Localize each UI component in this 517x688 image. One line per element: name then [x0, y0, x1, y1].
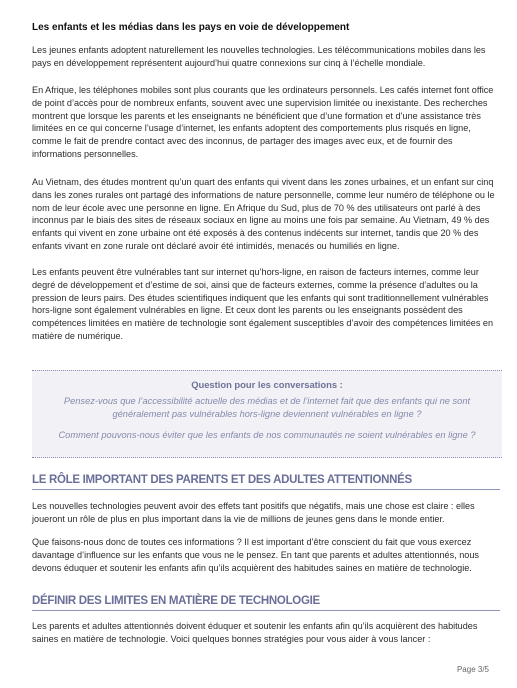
- paragraph-africa: En Afrique, les téléphones mobiles sont plus courants que les ordinateurs personnels. Les cafés internet font office de point d’accès pour de nombreux enfants, souvent avec une supervision limitée ou inexistante. Des recherches montrent que lorsque les parents et les enseignants ne bénéficient que d’une formation et d’une assistance très limitées en ce qui concerne l’usage d’internet, les enfants adoptent des comportements plus risqués en ligne, comme le fait de prendre contact avec des inconnus, de partager des images avec eux, et de fournir des informations personnelles.: [32, 85, 494, 159]
- paragraph-influence: Que faisons-nous donc de toutes ces informations ? Il est important d’être conscient du fait que vous exercez davantage d’influence sur les enfants que vous ne le pensez. En tant que parents et adultes attentionnés, nous devons éduquer et soutenir les enfants afin qu’ils acquièrent des habitudes saines en matière de technologie.: [32, 537, 479, 573]
- question-box: [32, 370, 502, 458]
- section-heading-parents: LE RÔLE IMPORTANT DES PARENTS ET DES ADULTES ATTENTIONNÉS: [32, 474, 500, 490]
- paragraph-technologies: Les nouvelles technologies peuvent avoir des effets tant positifs que négatifs, mais une chose est claire : elles joueront un rôle de plus en plus important dans la vie de millions de jeunes gens dans le monde entier.: [32, 501, 475, 524]
- section-heading-limits: DÉFINIR DES LIMITES EN MATIÈRE DE TECHNOLOGIE: [32, 595, 500, 611]
- paragraph-vulnerability: Les enfants peuvent être vulnérables tant sur internet qu’hors-ligne, en raison de facteurs internes, comme leur degré de développement et d’estime de soi, ainsi que de facteurs externes, comme la présence d’adultes ou la pression de leurs pairs. Des études scientifiques indiquent que les enfants qui sont traditionnellement vulnérables hors-ligne sont également vulnérables en ligne. Et ceux dont les parents ou les enseignants possèdent des compétences limitées en matière de technologie sont également susceptibles d’avoir des compétences limitées en matière de numérique.: [32, 267, 494, 341]
- paragraph-vietnam: Au Vietnam, des études montrent qu’un quart des enfants qui vivent dans les zones urbaines, et un enfant sur cinq dans les zones rurales ont partagé des informations de nature personnelle, comme leur numéro de téléphone ou le nom de leur école avec une personne en ligne. En Afrique du Sud, plus de 70 % des utilisateurs ont parlé à des inconnus par le biais des sites de réseaux sociaux en ligne au moins une fois par semaine. Au Vietnam, 49 % des enfants qui vivent en zone urbaine ont été exposés à des contenus indécents sur internet, tandis que 20 % des enfants vivant en zone rurale ont déclaré avoir été intimidés, menacés ou humiliés en ligne.: [32, 177, 495, 251]
- question-box-title: Question pour les conversations :: [191, 379, 343, 390]
- section-title: Les enfants et les médias dans les pays en voie de développement: [32, 22, 350, 33]
- paragraph-intro: Les jeunes enfants adoptent naturellement les nouvelles technologies. Les télécommunications mobiles dans les pays en développement représentent aujourd’hui quatre connexions sur cinq à l’échelle mondiale.: [32, 45, 486, 68]
- question-1: Pensez-vous que l’accessibilité actuelle des médias et de l’internet fait que des enfants qui ne sont généralement pas vulnérables hors-ligne deviennent vulnérables en ligne ?: [63, 396, 471, 419]
- page-number: Page 3/5: [456, 665, 489, 674]
- paragraph-limits: Les parents et adultes attentionnés doivent éduquer et soutenir les enfants afin qu’ils acquièrent des habitudes saines en matière de technologie. Voici quelques bonnes stratégies pour vous aider à vous lancer :: [32, 621, 478, 644]
- question-2: Comment pouvons-nous éviter que les enfants de nos communautés ne soient vulnérables en ligne ?: [58, 430, 476, 440]
